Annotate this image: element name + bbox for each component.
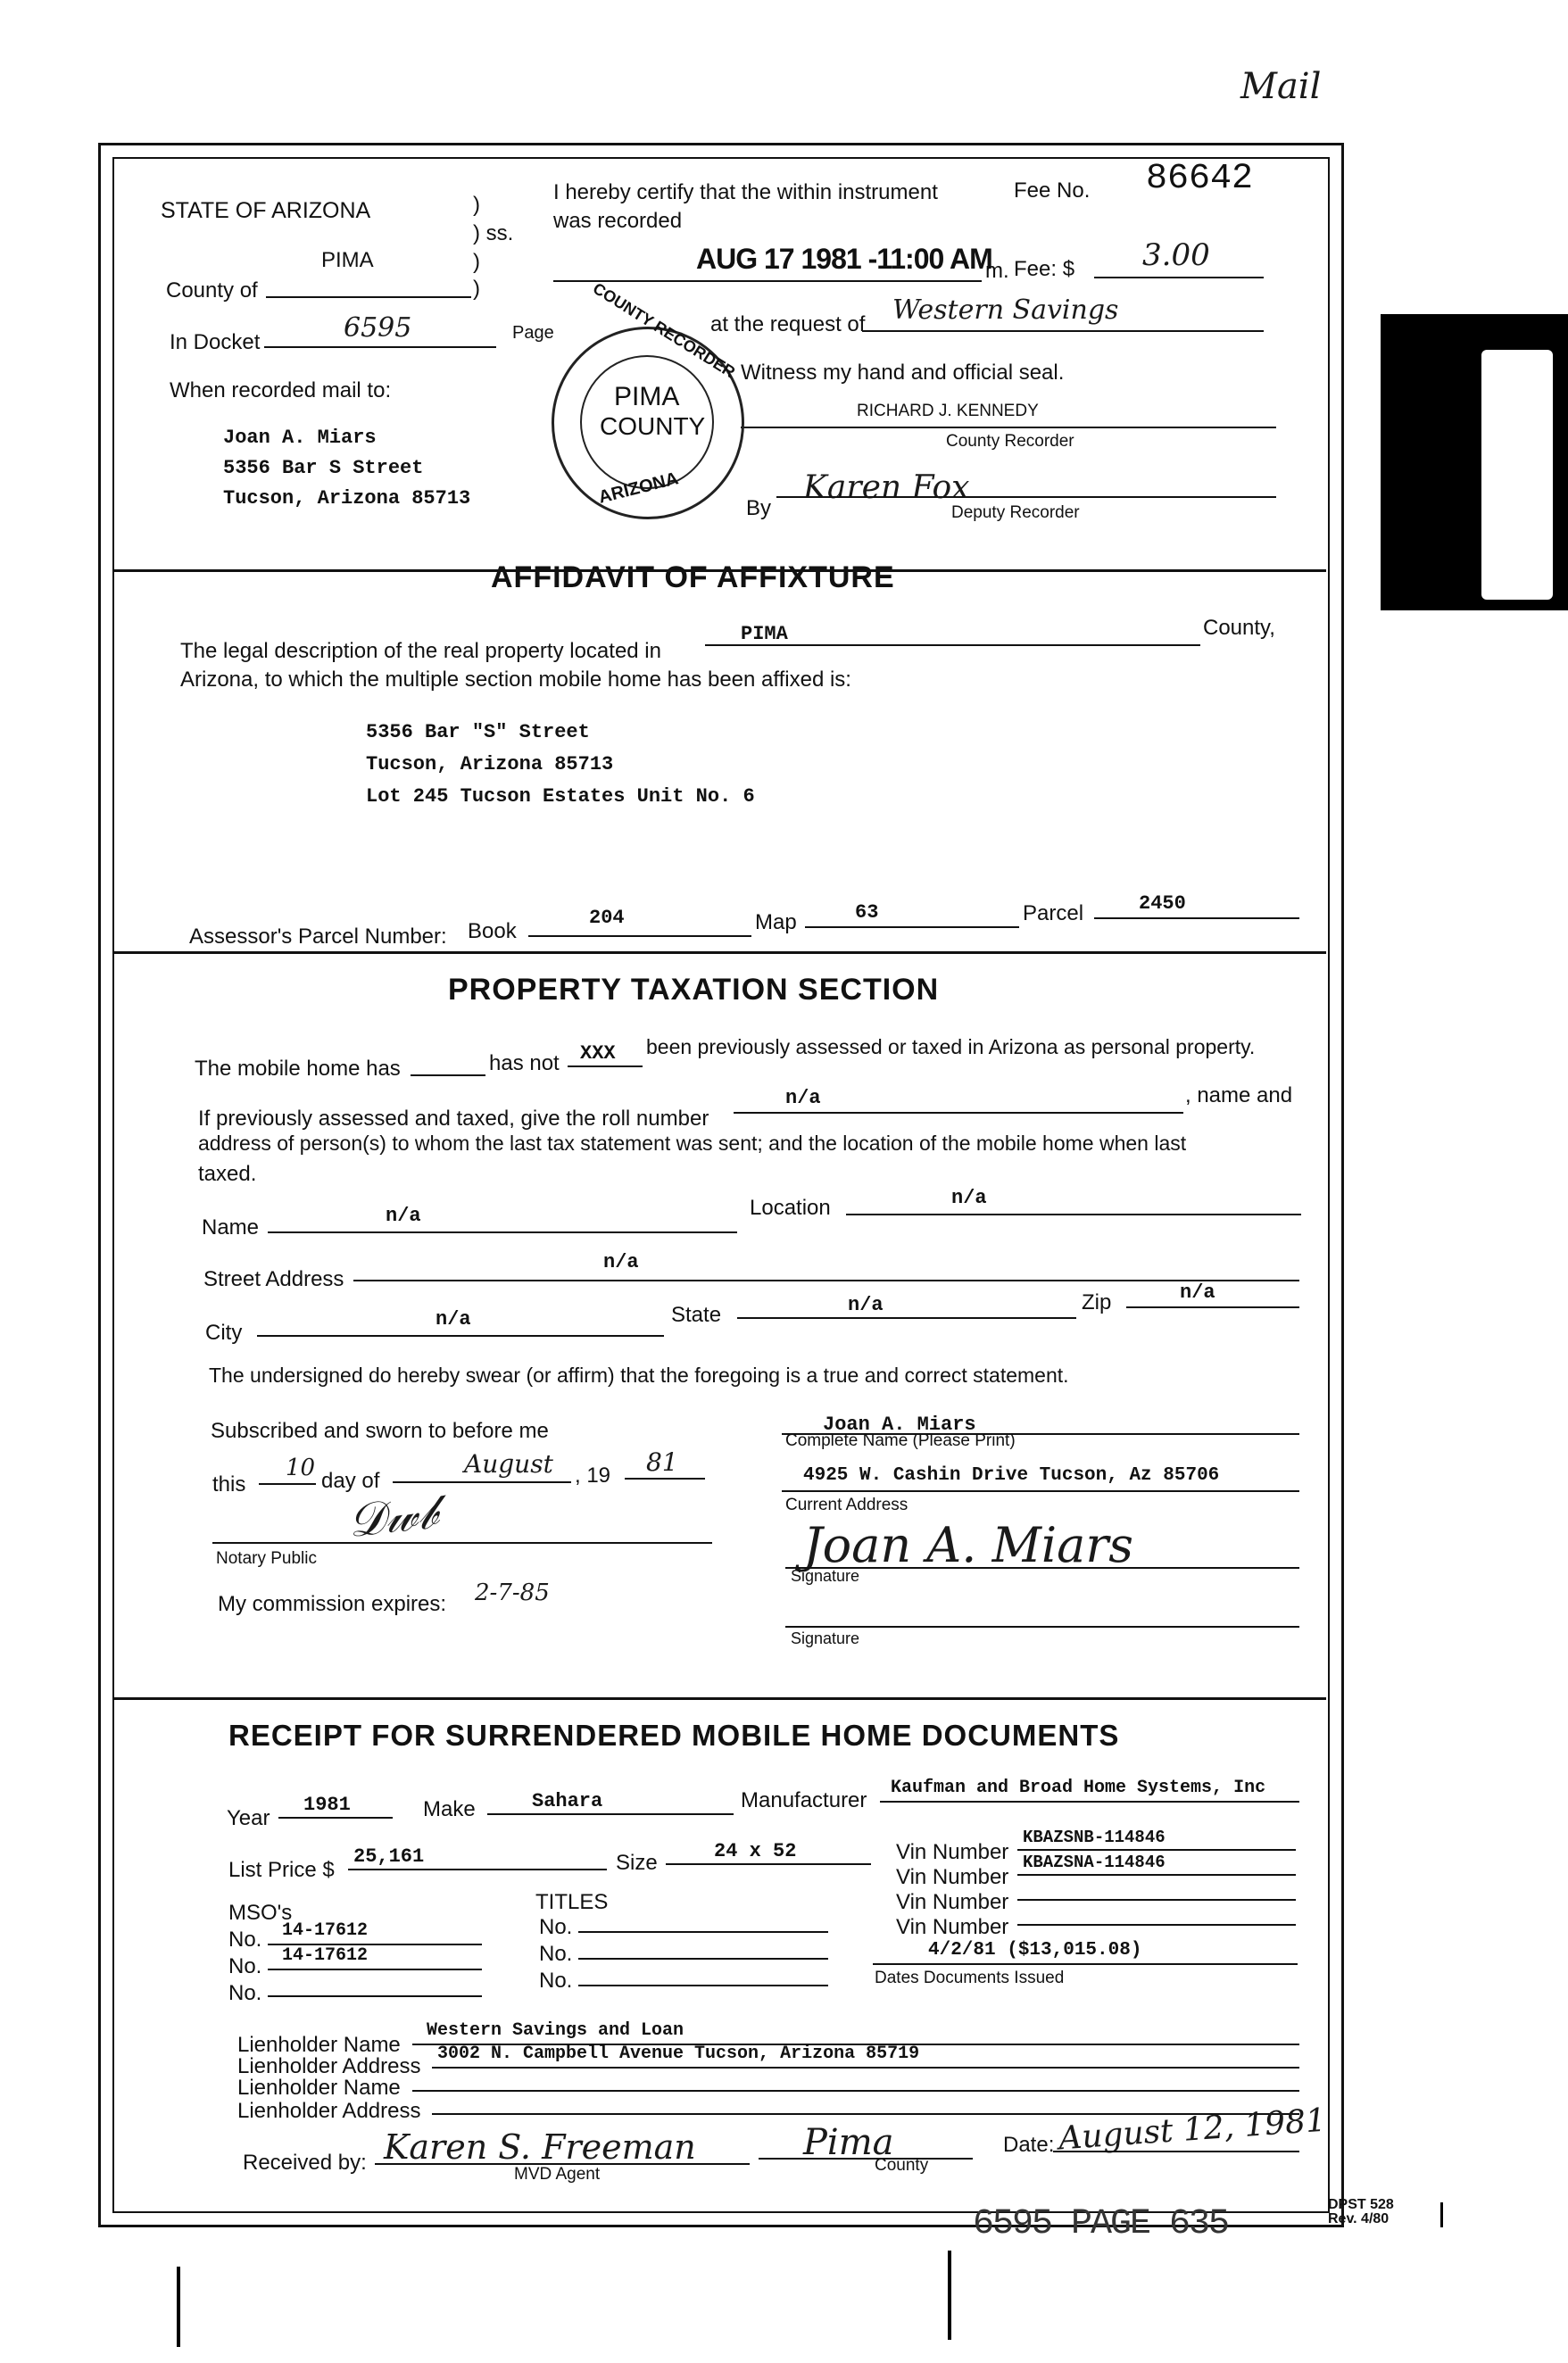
recorded-line: [553, 280, 982, 282]
mso-line-3: [268, 1995, 482, 1997]
county-sig-line: [759, 2158, 973, 2160]
fee-no-value: 86642: [1146, 159, 1254, 199]
vin-line-3: [1017, 1899, 1296, 1901]
seal-bottom-text: ARIZONA: [596, 468, 681, 508]
day-of-label: day of: [321, 1469, 380, 1493]
lienholder-name-value: Western Savings and Loan: [427, 2020, 684, 2041]
parcel-label: Parcel: [1023, 901, 1084, 925]
seal-top-text: COUNTY RECORDER: [589, 278, 739, 382]
title-line-1: [578, 1931, 828, 1933]
form-revision: Rev. 4/80: [1328, 2211, 1390, 2226]
date-label: Date:: [1003, 2133, 1055, 2157]
vin-value-1: KBAZSNB-114846: [1023, 1828, 1166, 1847]
list-price-value: 25,161: [353, 1845, 425, 1868]
docket-page-stamp: 6595 PAGE 635: [973, 2204, 1229, 2244]
parcel-number-label: Assessor's Parcel Number:: [189, 924, 447, 949]
mail-note: Mail: [1240, 66, 1322, 107]
fee-label: Fee: $: [1014, 257, 1075, 281]
book-value: 204: [589, 907, 625, 929]
signature-line-2: [785, 1626, 1299, 1628]
state-line: [737, 1317, 1076, 1319]
bracket: ): [473, 193, 480, 217]
docket-line: [264, 346, 496, 348]
mail-to-label: When recorded mail to:: [170, 378, 392, 402]
day-value: 10: [286, 1455, 316, 1481]
parcel-line: [1094, 917, 1299, 919]
mail-to-line-1: Joan A. Miars: [223, 427, 377, 449]
request-label: at the request of: [710, 312, 866, 336]
lienholder-name-label: Lienholder Name: [237, 2033, 401, 2057]
received-signature: Karen S. Freeman: [384, 2127, 696, 2167]
affidavit-intro-1: The legal description of the real property located in: [180, 639, 661, 663]
scan-bar: [948, 2251, 951, 2340]
has-line: [411, 1074, 485, 1076]
county-sig-label: County: [875, 2156, 929, 2175]
mso-label: MSO's: [228, 1901, 293, 1925]
map-line: [805, 926, 1019, 928]
lienholder-address-value: 3002 N. Campbell Avenue Tucson, Arizona 85719: [437, 2044, 920, 2064]
month-line: [393, 1481, 571, 1483]
request-line: [862, 330, 1264, 332]
affidavit-county-line: [705, 644, 1200, 646]
signature-label-2: Signature: [791, 1629, 860, 1647]
mvd-agent-label: MVD Agent: [514, 2165, 601, 2184]
day-line: [259, 1483, 316, 1485]
mso-value-2: 14-17612: [282, 1945, 369, 1966]
date-value: August 12, 1981: [1057, 2102, 1328, 2158]
mso-no-label-1: No.: [228, 1928, 262, 1952]
recorder-title: County Recorder: [946, 432, 1074, 451]
city-line: [257, 1335, 664, 1337]
affidavit-county-value: PIMA: [741, 623, 788, 645]
vin-value-2: KBAZSNA-114846: [1023, 1853, 1166, 1872]
seal-center-1: PIMA: [614, 382, 680, 411]
title-line-3: [578, 1985, 828, 1986]
taxation-line1-c: been previously assessed or taxed in Arizona as personal property.: [646, 1035, 1256, 1058]
subscribed-text: Subscribed and sworn to before me: [211, 1419, 549, 1443]
city-value: n/a: [436, 1308, 471, 1331]
year-line: [278, 1817, 393, 1819]
map-value: 63: [855, 901, 879, 924]
location-label: Location: [750, 1196, 831, 1220]
docket-value: 6595: [344, 312, 412, 344]
commission-value: 2-7-85: [475, 1579, 550, 1606]
vin-label-4: Vin Number: [896, 1915, 1009, 1939]
make-label: Make: [423, 1797, 476, 1821]
lienholder-address-label: Lienholder Address: [237, 2054, 421, 2078]
affidavit-title: AFFIDAVIT OF AFFIXTURE: [491, 560, 895, 594]
recorder-line: [741, 427, 1276, 428]
size-line: [666, 1863, 871, 1865]
name-value: n/a: [386, 1205, 421, 1227]
current-address-label: Current Address: [785, 1496, 908, 1514]
year-value: 1981: [303, 1794, 351, 1816]
title-line-2: [578, 1958, 828, 1960]
zip-line: [1126, 1306, 1299, 1308]
notary-label: Notary Public: [216, 1549, 317, 1568]
taxation-line1-b: has not: [489, 1051, 560, 1075]
signature-line-1: [785, 1567, 1299, 1569]
signature-value: Joan A. Miars: [803, 1517, 1133, 1573]
bracket: ): [473, 250, 480, 274]
complete-name-value: Joan A. Miars: [823, 1414, 976, 1436]
request-value: Western Savings: [892, 294, 1119, 326]
taxation-line4: taxed.: [198, 1162, 257, 1186]
county-line: [266, 296, 471, 298]
mso-line-2: [268, 1969, 482, 1970]
deputy-signature: Karen Fox: [803, 469, 970, 506]
state-label: STATE OF ARIZONA: [161, 198, 371, 223]
book-line: [528, 935, 751, 937]
county-value: PIMA: [321, 248, 374, 272]
ss-label: ) ss.: [473, 221, 514, 245]
taxation-line2-b: , name and: [1185, 1083, 1293, 1107]
this-label: this: [212, 1472, 246, 1497]
mso-value-1: 14-17612: [282, 1920, 369, 1941]
dates-line: [873, 1963, 1298, 1965]
vin-label-2: Vin Number: [896, 1865, 1009, 1889]
recorded-stamp: AUG 17 1981 -11:00 AM: [696, 243, 992, 275]
notary-line: [212, 1542, 712, 1544]
section-divider: [112, 1697, 1326, 1700]
vin-line-4: [1017, 1924, 1296, 1926]
commission-label: My commission expires:: [218, 1592, 447, 1616]
make-value: Sahara: [532, 1790, 603, 1812]
lienholder-address-line: [432, 2067, 1299, 2069]
by-label: By: [746, 496, 772, 520]
affidavit-intro-2: Arizona, to which the multiple section mobile home has been affixed is:: [180, 667, 851, 692]
county-signature: Pima: [803, 2122, 894, 2163]
form-number: DPST 528: [1328, 2197, 1394, 2212]
title-no-label-2: No.: [539, 1942, 573, 1966]
vin-label-1: Vin Number: [896, 1840, 1009, 1864]
legal-line-1: 5356 Bar "S" Street: [366, 721, 590, 743]
title-no-label-3: No.: [539, 1969, 573, 1993]
roll-number-line: [734, 1112, 1183, 1114]
certify-text-1: I hereby certify that the within instrument: [553, 180, 938, 204]
section-divider: [112, 951, 1326, 954]
taxation-line3: address of person(s) to whom the last tax statement was sent; and the location of the mobile home when last: [198, 1132, 1187, 1155]
name-label: Name: [202, 1215, 260, 1240]
year-prefix: , 19: [575, 1463, 611, 1488]
mso-no-label-3: No.: [228, 1981, 262, 2005]
location-value: n/a: [951, 1187, 987, 1209]
manufacturer-line: [880, 1801, 1299, 1803]
year-line: [625, 1478, 705, 1480]
book-label: Book: [468, 919, 517, 943]
recorder-name: RICHARD J. KENNEDY: [857, 402, 1039, 420]
m-label: m.: [985, 259, 1009, 283]
signature-label-1: Signature: [791, 1567, 860, 1585]
lienholder-name-label-2: Lienholder Name: [237, 2076, 401, 2100]
street-value: n/a: [603, 1251, 639, 1273]
legal-line-2: Tucson, Arizona 85713: [366, 753, 614, 775]
seal-center-2: COUNTY: [600, 412, 706, 440]
affidavit-county-label: County,: [1203, 616, 1275, 640]
state-label-2: State: [671, 1303, 722, 1327]
docket-label: In Docket: [170, 330, 261, 354]
manufacturer-label: Manufacturer: [741, 1788, 867, 1812]
make-line: [487, 1813, 734, 1815]
mso-no-label-2: No.: [228, 1954, 262, 1978]
dates-label: Dates Documents Issued: [875, 1969, 1065, 1987]
witness-text: Witness my hand and official seal.: [741, 361, 1065, 385]
month-value: August: [464, 1449, 553, 1479]
bracket: ): [473, 277, 480, 301]
fee-value: 3.00: [1142, 237, 1210, 273]
county-label: County of: [166, 278, 258, 303]
year-label: Year: [227, 1806, 270, 1830]
scan-bar: [177, 2267, 180, 2347]
vin-line-2: [1017, 1874, 1296, 1876]
scan-artifact-highlight: [1481, 350, 1553, 600]
zip-label: Zip: [1082, 1290, 1112, 1314]
street-line: [353, 1280, 1299, 1281]
lienholder-address-label-2: Lienholder Address: [237, 2099, 421, 2123]
state-value: n/a: [848, 1294, 884, 1316]
legal-line-3: Lot 245 Tucson Estates Unit No. 6: [366, 785, 755, 808]
scan-bar: [1440, 2202, 1443, 2227]
dates-value: 4/2/81 ($13,015.08): [928, 1940, 1142, 1961]
has-not-mark: XXX: [580, 1042, 616, 1065]
swear-text: The undersigned do hereby swear (or affirm) that the foregoing is a true and correct statement.: [209, 1364, 1069, 1387]
current-address-value: 4925 W. Cashin Drive Tucson, Az 85706: [803, 1465, 1220, 1486]
mail-to-line-3: Tucson, Arizona 85713: [223, 487, 471, 510]
received-by-label: Received by:: [243, 2151, 367, 2175]
manufacturer-value: Kaufman and Broad Home Systems, Inc: [891, 1778, 1266, 1798]
city-label: City: [205, 1321, 243, 1345]
street-label: Street Address: [203, 1267, 344, 1291]
titles-label: TITLES: [535, 1890, 609, 1914]
roll-number-value: n/a: [785, 1087, 821, 1109]
taxation-line2-a: If previously assessed and taxed, give the roll number: [198, 1107, 709, 1131]
year-value: 81: [646, 1447, 678, 1477]
size-value: 24 x 52: [714, 1840, 797, 1862]
has-not-line: [568, 1065, 643, 1067]
taxation-line1-a: The mobile home has: [195, 1057, 401, 1081]
vin-label-3: Vin Number: [896, 1890, 1009, 1914]
parcel-value: 2450: [1139, 892, 1186, 915]
map-label: Map: [755, 910, 797, 934]
taxation-title: PROPERTY TAXATION SECTION: [448, 973, 940, 1007]
fee-no-label: Fee No.: [1014, 178, 1091, 203]
date-line: [1053, 2151, 1299, 2152]
deputy-line: [776, 496, 1276, 498]
size-label: Size: [616, 1851, 658, 1875]
zip-value: n/a: [1180, 1281, 1215, 1304]
mail-to-line-2: 5356 Bar S Street: [223, 457, 424, 479]
deputy-title: Deputy Recorder: [951, 503, 1080, 522]
list-price-line: [348, 1869, 607, 1870]
location-line: [846, 1214, 1301, 1215]
lienholder-name-line-2: [412, 2090, 1299, 2092]
complete-name-label: Complete Name (Please Print): [785, 1431, 1016, 1450]
fee-line: [1094, 277, 1264, 278]
notary-signature: 𝒟𝓌𝒷: [345, 1485, 440, 1549]
current-address-line: [782, 1490, 1299, 1492]
vin-line-1: [1017, 1849, 1296, 1851]
title-no-label-1: No.: [539, 1915, 573, 1939]
page-label: Page: [512, 323, 554, 343]
name-line: [268, 1231, 737, 1233]
certify-text-2: was recorded: [553, 209, 683, 233]
list-price-label: List Price $: [228, 1858, 335, 1882]
receipt-title: RECEIPT FOR SURRENDERED MOBILE HOME DOCUMENTS: [228, 1719, 1120, 1752]
